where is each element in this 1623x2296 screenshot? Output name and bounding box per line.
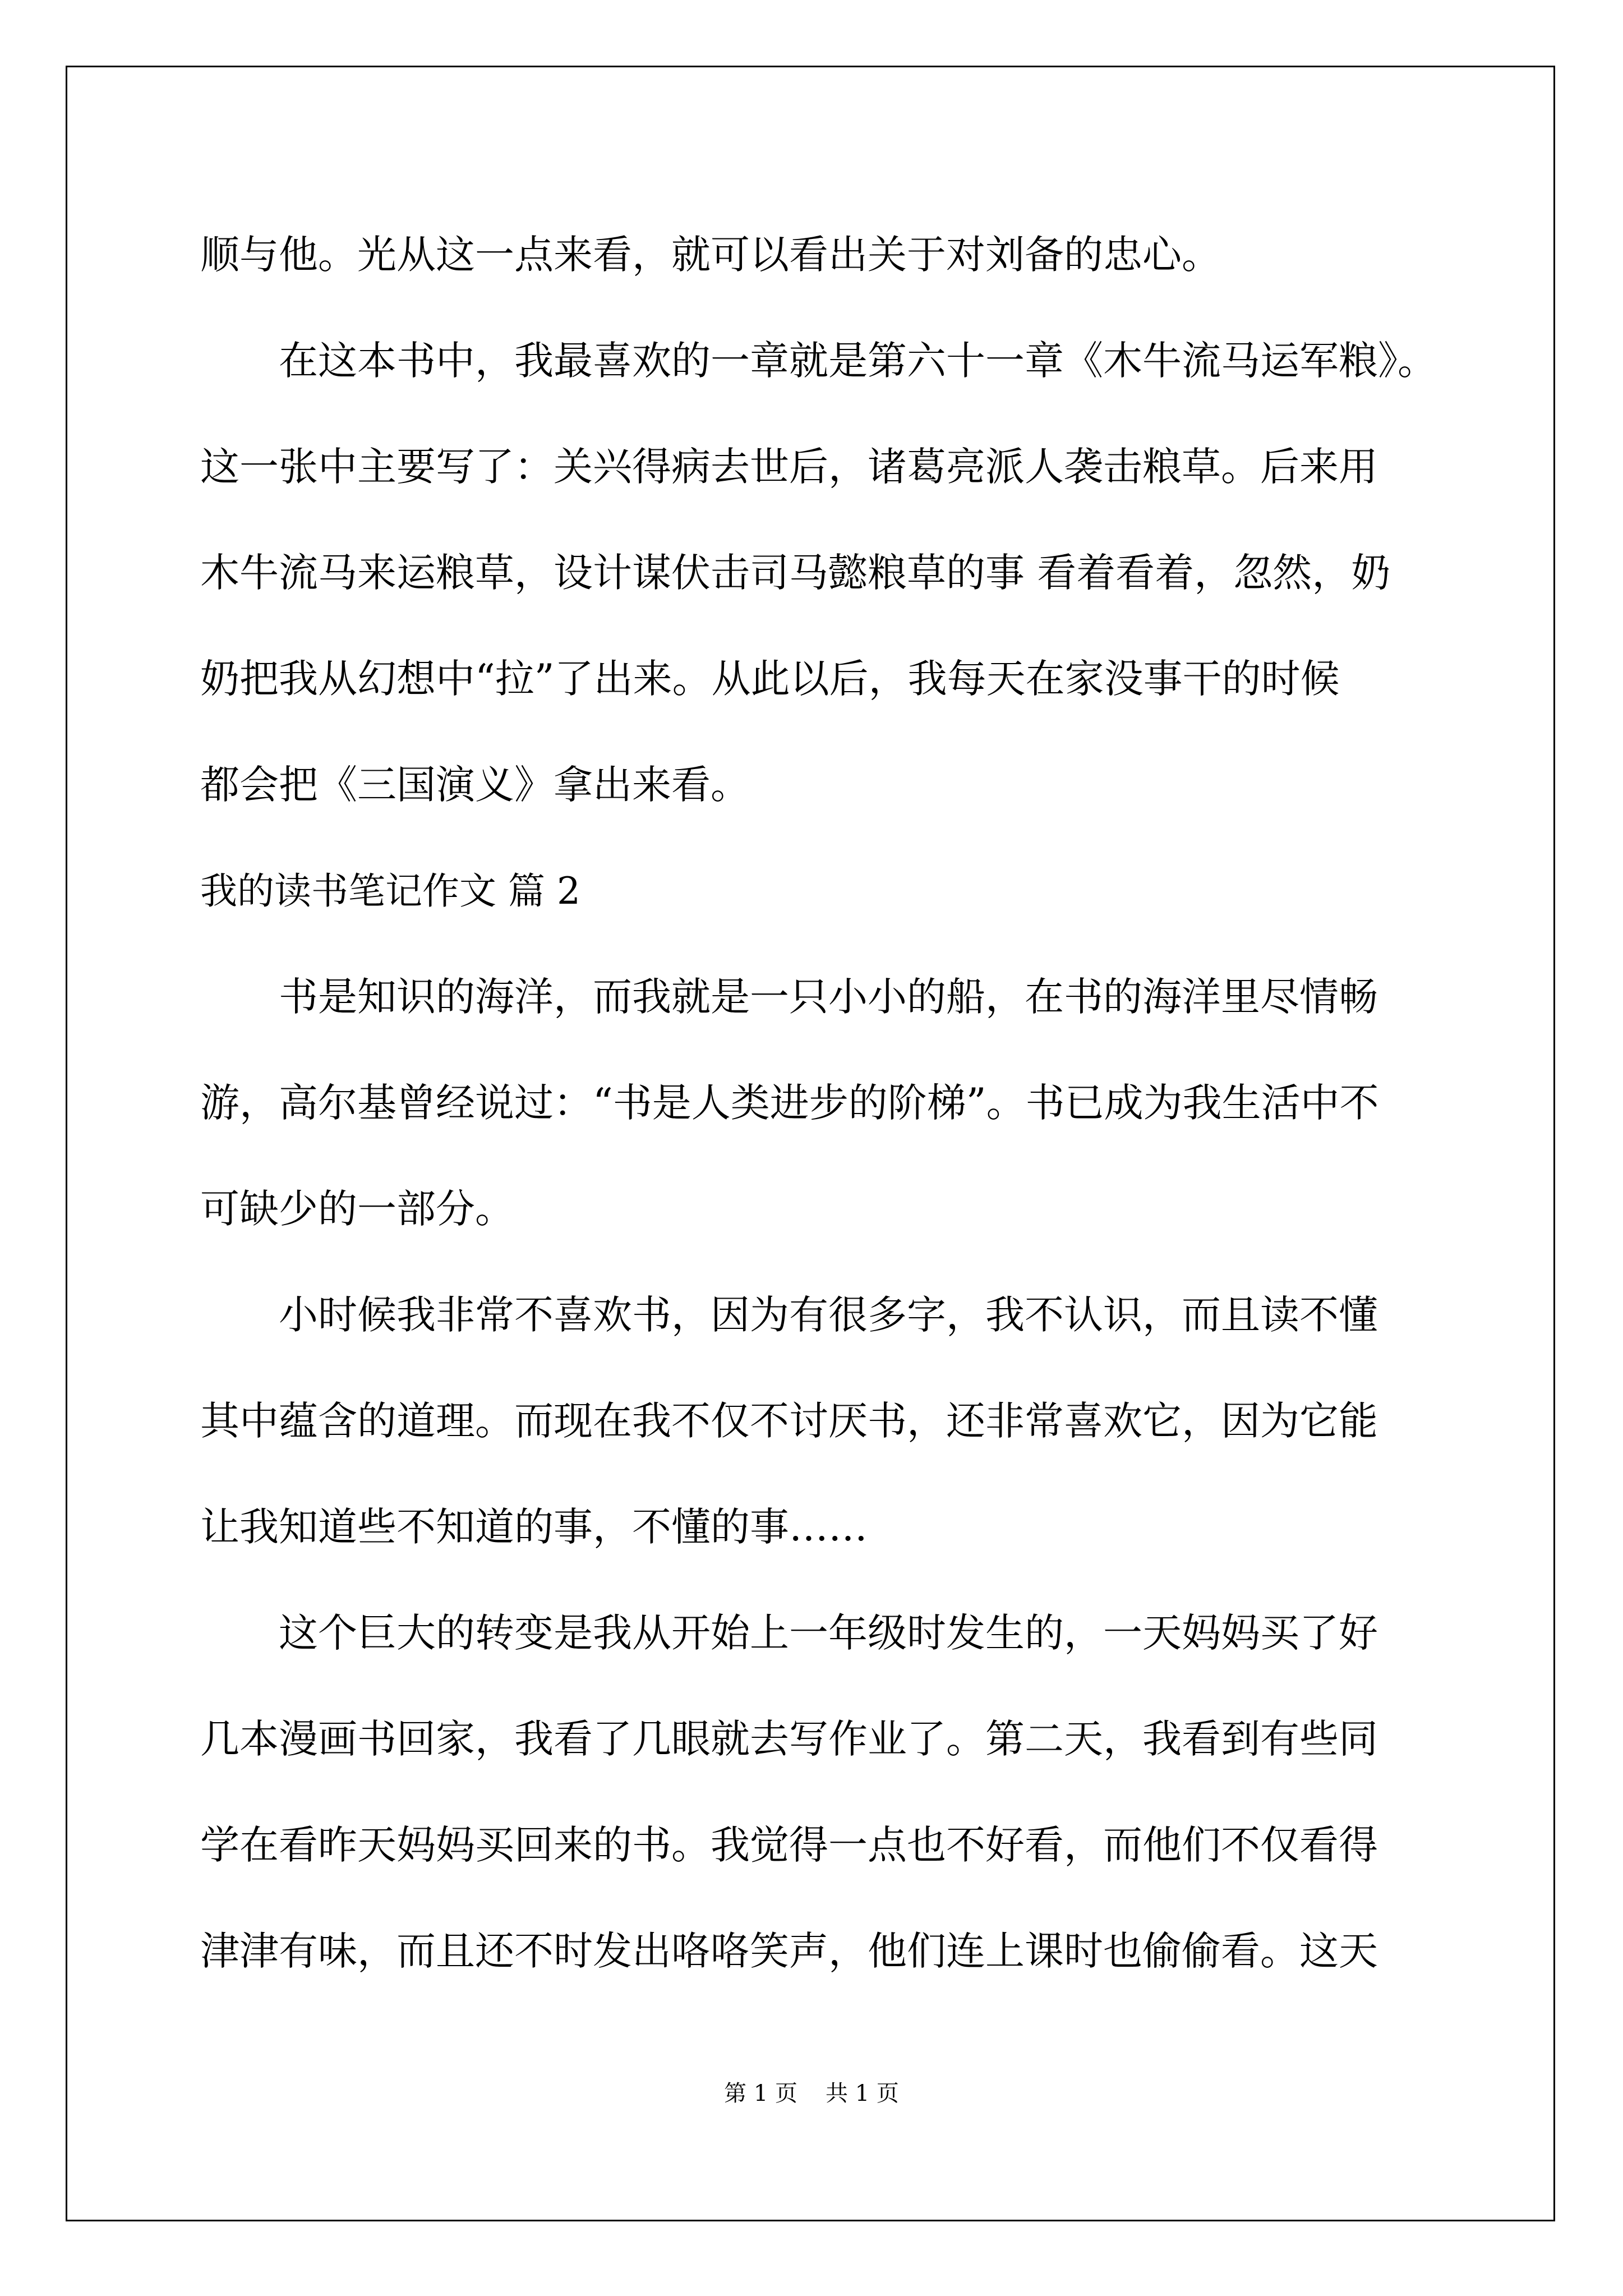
section-heading: 我的读书笔记作文 篇 2	[200, 869, 580, 913]
text-line: 顺与他。光从这一点来看，就可以看出关于对刘备的忠心。	[200, 232, 1221, 278]
text-line: 这一张中主要写了：关兴得病去世后，诸葛亮派人袭击粮草。后来用	[200, 444, 1378, 490]
text-line: 几本漫画书回家，我看了几眼就去写作业了。第二天，我看到有些同	[200, 1716, 1378, 1762]
text-line: 让我知道些不知道的事，不懂的事……	[200, 1504, 868, 1550]
text-line: 书是知识的海洋，而我就是一只小小的船，在书的海洋里尽情畅	[279, 974, 1378, 1020]
page-number: 第 1 页	[724, 2081, 797, 2106]
text-line: 这个巨大的转变是我从开始上一年级时发生的，一天妈妈买了好	[279, 1610, 1378, 1656]
text-line: 游，高尔基曾经说过：“书是人类进步的阶梯”。书已成为我生活中不	[200, 1080, 1379, 1126]
text-line: 津津有味，而且还不时发出咯咯笑声，他们连上课时也偷偷看。这天	[200, 1928, 1378, 1974]
text-line: 学在看昨天妈妈买回来的书。我觉得一点也不好看，而他们不仅看得	[200, 1822, 1378, 1868]
text-line: 奶把我从幻想中“拉”了出来。从此以后，我每天在家没事干的时候	[200, 656, 1340, 702]
page-footer	[0, 2076, 1623, 2108]
text-line: 小时候我非常不喜欢书，因为有很多字，我不认识，而且读不懂	[279, 1292, 1378, 1338]
text-line: 其中蕴含的道理。而现在我不仅不讨厌书，还非常喜欢它，因为它能	[200, 1398, 1378, 1444]
text-line: 木牛流马来运粮草，设计谋伏击司马懿粮草的事 看着看着，忽然，奶	[200, 550, 1391, 596]
text-line: 在这本书中，我最喜欢的一章就是第六十一章《木牛流马运军粮》。	[279, 338, 1437, 384]
document-body	[200, 202, 1437, 2004]
text-line: 都会把《三国演义》拿出来看。	[200, 762, 750, 808]
text-line: 可缺少的一部分。	[200, 1186, 514, 1232]
page-total: 共 1 页	[826, 2081, 899, 2106]
